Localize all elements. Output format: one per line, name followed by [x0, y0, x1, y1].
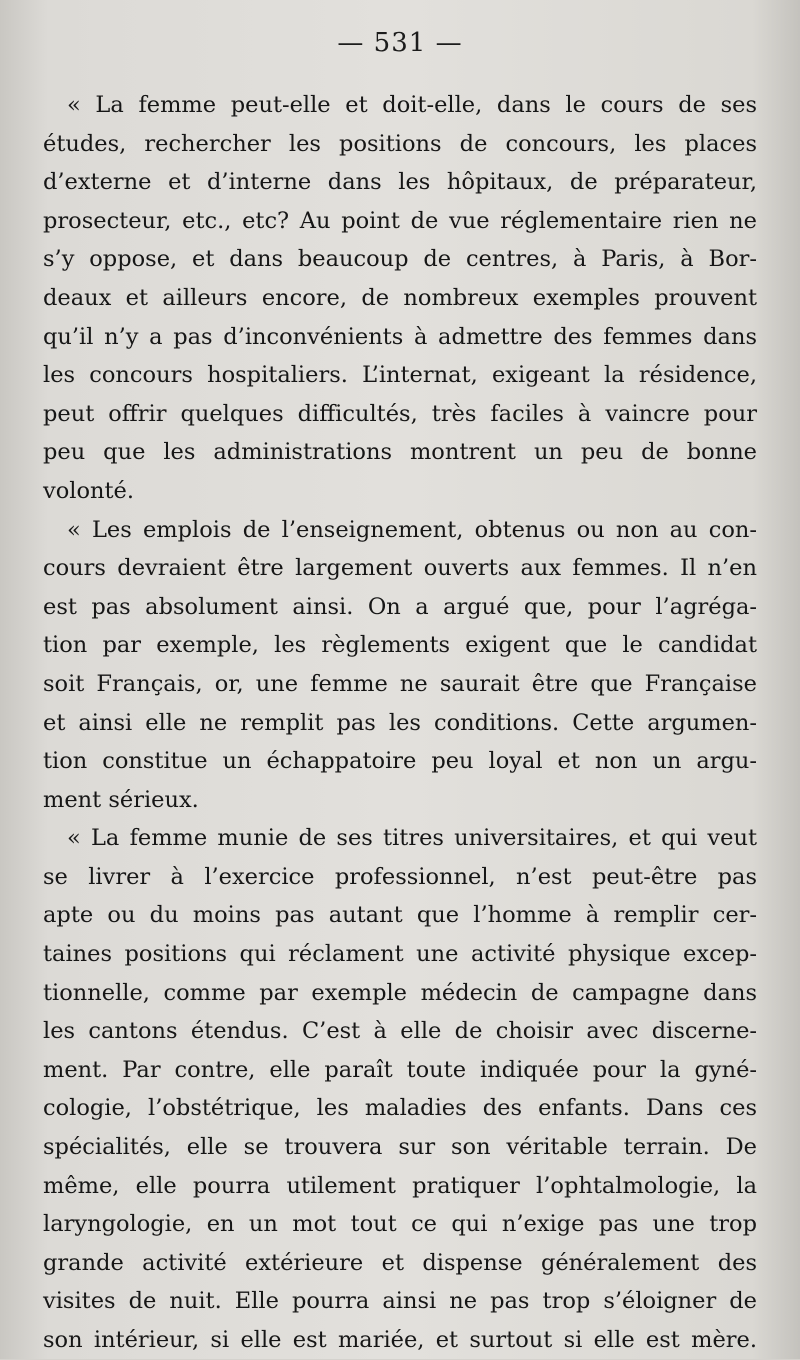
text-line: et ainsi elle ne remplit pas les conditions. Cette argumen- — [43, 709, 757, 736]
text-line: se livrer à l’exercice professionnel, n’est peut-être pas — [43, 863, 757, 890]
text-line: tion par exemple, les règlements exigent que le candidat — [43, 632, 757, 659]
text-line: peut offrir quelques difficultés, très faciles à vaincre pour — [43, 400, 757, 427]
text-line: apte ou du moins pas autant que l’homme à remplir cer- — [43, 902, 757, 929]
text-line: laryngologie, en un mot tout ce qui n’exige pas une trop — [43, 1211, 757, 1238]
paragraph-internat — [43, 86, 757, 511]
text-line: prosecteur, etc., etc? Au point de vue réglementaire rien ne — [43, 207, 757, 234]
text-line: son intérieur, si elle est mariée, et surtout si elle est mère. — [43, 1327, 757, 1353]
text-line: s’y oppose, et dans beaucoup de centres, à Paris, à Bor- — [43, 246, 757, 273]
paragraph-enseignement — [43, 511, 757, 820]
text-line: « La femme peut-elle et doit-elle, dans le cours de ses — [67, 92, 757, 118]
text-line: « Les emplois de l’enseignement, obtenus ou non au con- — [67, 516, 757, 543]
text-line: ment sérieux. — [43, 786, 199, 813]
text-line: études, rechercher les positions de concours, les places — [43, 130, 757, 157]
body-text — [43, 86, 757, 1360]
text-line: d’externe et d’interne dans les hôpitaux, de préparateur, — [43, 169, 757, 196]
text-line: les cantons étendus. C’est à elle de choisir avec discerne- — [43, 1018, 757, 1045]
text-line: spécialités, elle se trouvera sur son véritable terrain. De — [43, 1134, 757, 1161]
text-line: visites de nuit. Elle pourra ainsi ne pas trop s’éloigner de — [43, 1288, 757, 1315]
page-number: — 531 — — [337, 28, 463, 58]
text-line: soit Français, or, une femme ne saurait être que Française — [43, 670, 757, 697]
text-line: volonté. — [43, 477, 134, 504]
text-line: les concours hospitaliers. L’internat, exigeant la résidence, — [43, 362, 757, 389]
text-line: ment. Par contre, elle paraît toute indiquée pour la gyné- — [43, 1056, 757, 1083]
text-line: tionnelle, comme par exemple médecin de campagne dans — [43, 979, 757, 1006]
text-line: « La femme munie de ses titres universitaires, et qui veut — [67, 825, 757, 852]
text-line: tion constitue un échappatoire peu loyal et non un argu- — [43, 748, 757, 775]
text-line: cologie, l’obstétrique, les maladies des enfants. Dans ces — [43, 1095, 757, 1122]
text-line: grande activité extérieure et dispense généralement des — [43, 1249, 757, 1276]
text-line: deaux et ailleurs encore, de nombreux exemples prouvent — [43, 284, 757, 311]
paragraph-exercice — [43, 819, 757, 1359]
text-line: taines positions qui réclament une activité physique excep- — [43, 941, 757, 968]
text-line: même, elle pourra utilement pratiquer l’ophtalmologie, la — [43, 1172, 757, 1199]
text-line: cours devraient être largement ouverts aux femmes. Il n’en — [43, 555, 757, 582]
text-line: qu’il n’y a pas d’inconvénients à admettre des femmes dans — [43, 323, 757, 350]
text-line: peu que les administrations montrent un peu de bonne — [43, 439, 757, 466]
text-line: est pas absolument ainsi. On a argué que, pour l’agréga- — [43, 593, 757, 620]
